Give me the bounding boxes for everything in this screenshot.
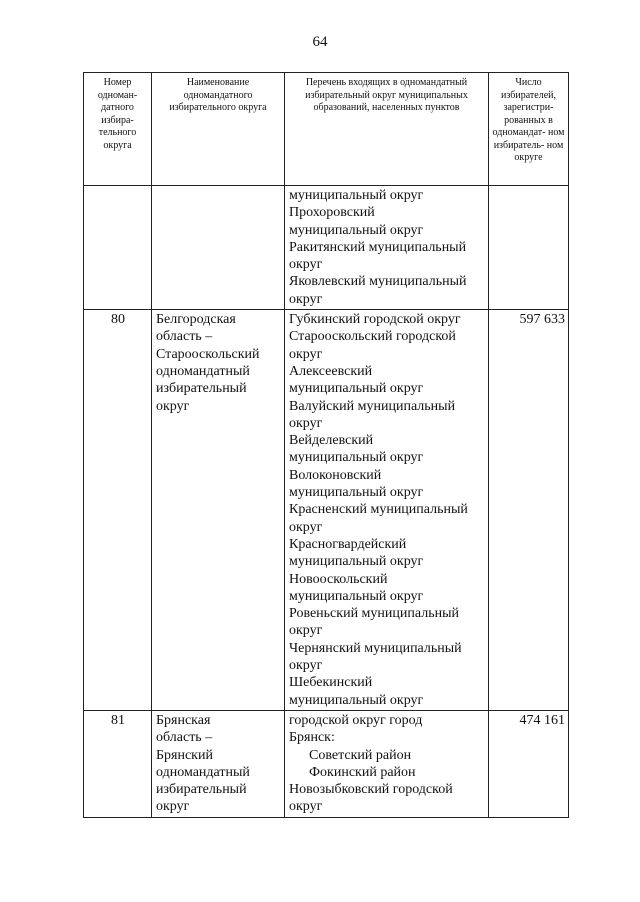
list-item: Ракитянский муниципальный: [289, 239, 467, 255]
list-item: муниципальный округ: [289, 222, 424, 238]
table-row-district-81: [84, 710, 569, 817]
header-district-name: Наименование одномандатного избирательного округа: [152, 73, 285, 186]
list-item: округ: [289, 346, 323, 362]
list-item: округ: [289, 291, 323, 307]
list-item: Прохоровский: [289, 205, 375, 221]
header-district-composition: Перечень входящих в одномандатный избирательный округ муниципальных образований, населенных пунктов: [285, 73, 489, 186]
cell-name: [152, 186, 285, 310]
name-line: Брянский: [156, 747, 213, 763]
list-item: Губкинский городской округ: [289, 312, 461, 328]
list-item: Шебекинский: [289, 675, 373, 691]
list-item: округ: [289, 623, 323, 639]
list-item: Красногвардейский: [289, 536, 407, 552]
list-item: Алексеевский: [289, 363, 373, 379]
cell-number: 80: [84, 310, 152, 711]
name-line: одномандатный: [156, 764, 250, 780]
list-item: муниципальный округ: [289, 485, 424, 501]
list-item: муниципальный округ: [289, 554, 424, 570]
list-item: Вейделевский: [289, 433, 374, 449]
name-line: округ: [156, 799, 190, 815]
list-item: округ: [289, 658, 323, 674]
list-item: округ: [289, 519, 323, 535]
list-item: округ: [289, 799, 323, 815]
list-item: муниципальный округ: [289, 188, 424, 203]
list-item: Яковлевский муниципальный: [289, 274, 467, 290]
list-item: Ровеньский муниципальный: [289, 606, 459, 622]
cell-number: 81: [84, 710, 152, 817]
list-item: муниципальный округ: [289, 381, 424, 397]
list-item: округ: [289, 415, 323, 431]
cell-voters: [489, 186, 569, 310]
list-item: муниципальный округ: [289, 692, 424, 708]
cell-name: [152, 710, 285, 817]
cell-voters: 474 161: [489, 710, 569, 817]
districts-table: [83, 72, 569, 818]
table-row-district-80: [84, 310, 569, 711]
list-item: округ: [289, 257, 323, 273]
cell-list: [285, 310, 489, 711]
list-item: Брянск:: [289, 730, 335, 746]
list-item: Красненский муниципальный: [289, 502, 468, 518]
cell-voters: 597 633: [489, 310, 569, 711]
list-item: Фокинский район: [309, 764, 416, 780]
name-line: область –: [156, 730, 213, 746]
table-row-continuation: [84, 186, 569, 310]
cell-list: [285, 710, 489, 817]
header-voter-count: Число избирателей, зарегистри- рованных в одномандат- ном избиратель- ном округе: [489, 73, 569, 186]
cell-list: [285, 186, 489, 310]
cell-name: [152, 310, 285, 711]
name-line: Белгородская: [156, 312, 236, 328]
list-item: Советский район: [309, 747, 412, 763]
list-item: городской округ город: [289, 712, 423, 728]
name-line: округ: [156, 398, 190, 414]
page-number: 64: [312, 34, 328, 50]
cell-number: [84, 186, 152, 310]
name-line: одномандатный: [156, 363, 250, 379]
list-item: Новооскольский: [289, 571, 388, 587]
list-item: муниципальный округ: [289, 588, 424, 604]
list-item: Валуйский муниципальный: [289, 398, 456, 414]
list-item: муниципальный округ: [289, 450, 424, 466]
list-item: Старооскольский городской: [289, 329, 456, 345]
table-header-row: [84, 73, 569, 186]
name-line: область –: [156, 329, 213, 345]
list-item: Волоконовский: [289, 467, 382, 483]
name-line: избирательный: [156, 782, 247, 798]
name-line: Старооскольский: [156, 346, 260, 362]
header-district-number: Номер одноман- датного избира- тельного округа: [84, 73, 152, 186]
list-item: Чернянский муниципальный: [289, 640, 462, 656]
name-line: Брянская: [156, 712, 211, 728]
list-item: Новозыбковский городской: [289, 782, 453, 798]
name-line: избирательный: [156, 381, 247, 397]
